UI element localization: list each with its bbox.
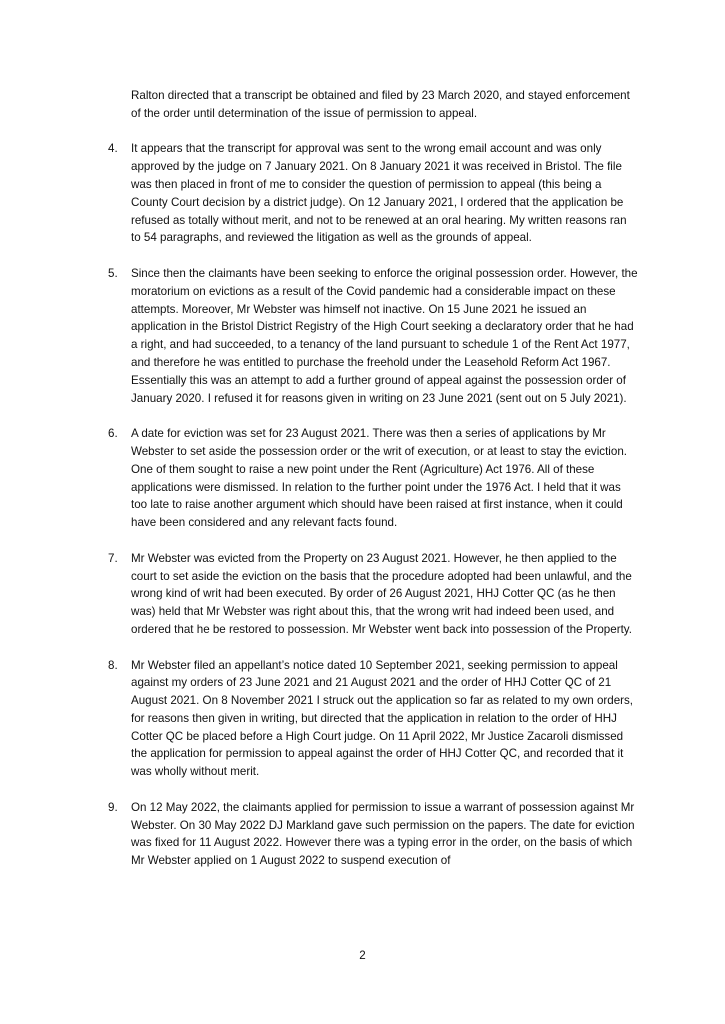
document-body [108, 87, 638, 888]
paragraph-7 [108, 550, 638, 639]
paragraph-number: 5. [108, 266, 118, 280]
paragraph-number: 7. [108, 551, 118, 565]
paragraph-text: It appears that the transcript for approval was sent to the wrong email account and was only approved by the judge on 7 January 2021. On 8 January 2021 it was received in Bristol. The file was then placed in front of me to consider the question of permission to appeal (this being a County Court decision by a district judge). On 12 January 2021, I ordered that the application be refused as totally without merit, and not to be renewed at an oral hearing. My written reasons ran to 54 paragraphs, and reviewed the litigation as well as the grounds of appeal. [131, 142, 627, 245]
paragraph-text: A date for eviction was set for 23 August 2021. There was then a series of applications by Mr Webster to set aside the possession order or the writ of execution, or at least to stay the eviction. One of them sought to raise a new point under the Rent (Agriculture) Act 1976. All of these applications were dismissed. In relation to the further point under the 1976 Act. I held that it was too late to raise another argument which should have been raised at first instance, when it could have been considered and any relevant facts found. [131, 427, 627, 530]
page-number: 2 [359, 949, 366, 962]
paragraph-number: 4. [108, 142, 118, 156]
paragraph-text: Since then the claimants have been seeking to enforce the original possession order. However, the moratorium on evictions as a result of the Covid pandemic had a considerable impact on these attempts. Moreover, Mr Webster was himself not inactive. On 15 June 2021 he issued an application in the Bristol District Registry of the High Court seeking a declaratory order that he had a right, and had succeeded, to a tenancy of the land pursuant to schedule 1 of the Rent Act 1977, and therefore he was entitled to purchase the freehold under the Leasehold Reform Act 1967. Essentially this was an attempt to add a further ground of appeal against the possession order of January 2020. I refused it for reasons given in writing on 23 June 2021 (sent out on 5 July 2021). [131, 266, 638, 405]
paragraph-number: 6. [108, 427, 118, 441]
paragraph-number: 9. [108, 800, 118, 814]
paragraph-number: 8. [108, 658, 118, 672]
continuation-paragraph [108, 87, 638, 123]
paragraph-8 [108, 657, 638, 782]
paragraph-text: Ralton directed that a transcript be obtained and filed by 23 March 2020, and stayed enforcement of the order until determination of the issue of permission to appeal. [131, 89, 630, 120]
paragraph-text: Mr Webster was evicted from the Property on 23 August 2021. However, he then applied to the court to set aside the eviction on the basis that the procedure adopted had been unlawful, and the wrong kind of writ had been executed. By order of 26 August 2021, HHJ Cotter QC (as he then was) held that Mr Webster was right about this, that the wrong writ had indeed been used, and ordered that he be restored to possession. Mr Webster went back into possession of the Property. [131, 551, 632, 636]
paragraph-4 [108, 140, 638, 247]
paragraph-9 [108, 799, 638, 870]
paragraph-5 [108, 265, 638, 407]
paragraph-text: On 12 May 2022, the claimants applied for permission to issue a warrant of possession against Mr Webster. On 30 May 2022 DJ Markland gave such permission on the papers. The date for eviction was fixed for 11 August 2022. However there was a typing error in the order, on the basis of which Mr Webster applied on 1 August 2022 to suspend execution of [131, 800, 635, 868]
paragraph-text: Mr Webster filed an appellant’s notice dated 10 September 2021, seeking permission to appeal against my orders of 23 June 2021 and 21 August 2021 and the order of HHJ Cotter QC of 21 August 2021. On 8 November 2021 I struck out the application so far as related to my own orders, for reasons then given in writing, but directed that the application in relation to the order of HHJ Cotter QC be placed before a High Court judge. On 11 April 2022, Mr Justice Zacaroli dismissed the application for permission to appeal against the order of HHJ Cotter QC, and recorded that it was wholly without merit. [131, 658, 634, 779]
paragraph-6 [108, 425, 638, 532]
